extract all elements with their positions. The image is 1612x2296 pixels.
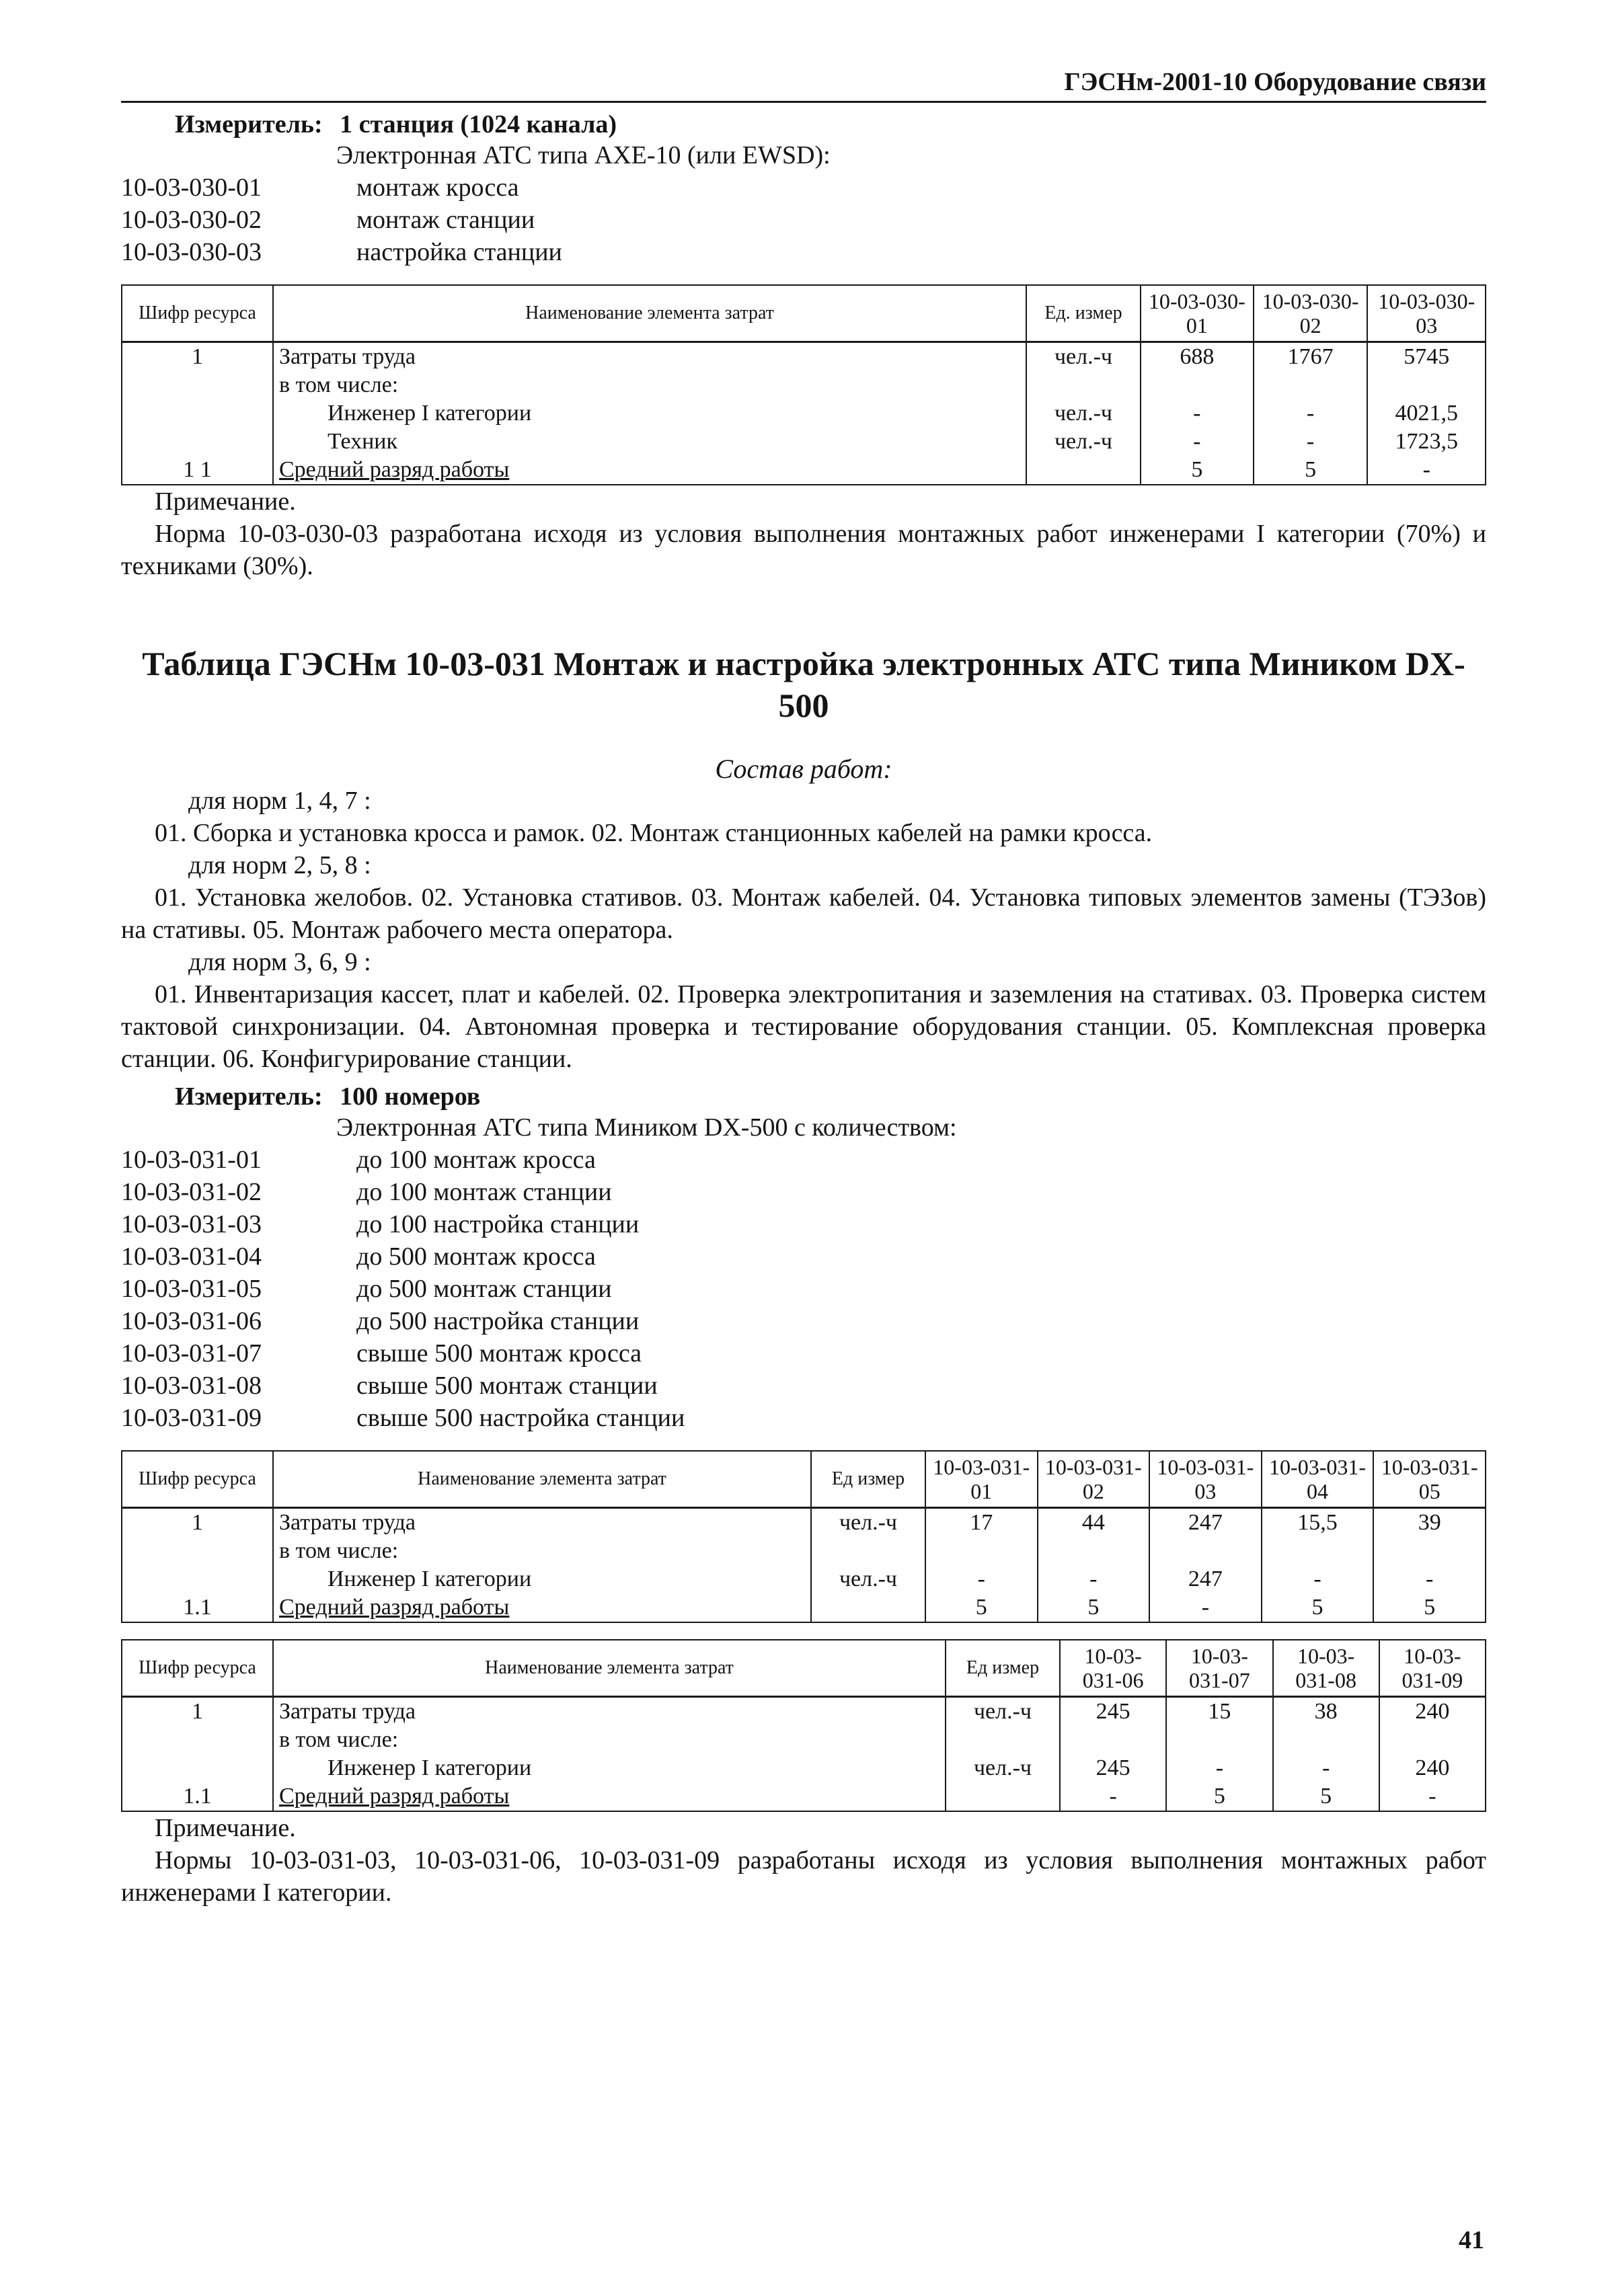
cell-name: в том числе:	[273, 1726, 946, 1754]
header-resource-code: Шифр ресурса	[122, 1640, 273, 1697]
cell-code	[122, 1537, 273, 1565]
cell-value	[925, 1537, 1038, 1565]
cell-value: 247	[1149, 1565, 1262, 1593]
cell-value: 5	[1254, 456, 1368, 485]
table-row	[122, 1726, 1486, 1754]
cell-name: Средний разряд работы	[273, 1593, 811, 1622]
header-norm-col: 10-03-031-04	[1262, 1451, 1374, 1508]
code-row	[121, 1240, 1486, 1273]
cell-value: 1767	[1254, 342, 1368, 372]
cell-value: -	[1367, 456, 1486, 485]
cell-value: -	[1038, 1565, 1150, 1593]
cell-code: 1	[122, 1697, 273, 1727]
norm-code: 10-03-031-05	[121, 1275, 262, 1303]
cell-name: в том числе:	[273, 1537, 811, 1565]
cell-unit	[1026, 371, 1141, 399]
cell-value: 688	[1141, 342, 1254, 372]
cell-value: -	[1373, 1565, 1486, 1593]
cell-name: в том числе:	[273, 371, 1026, 399]
cell-value: 1723,5	[1367, 428, 1486, 456]
cell-unit: чел.-ч	[1026, 342, 1141, 372]
cell-unit: чел.-ч	[1026, 399, 1141, 428]
header-unit: Ед. измер	[1026, 285, 1141, 342]
cell-value: 245	[1060, 1754, 1166, 1782]
norm-code: 10-03-031-03	[121, 1210, 262, 1238]
cell-unit	[946, 1782, 1060, 1811]
meter-line-1	[175, 110, 1486, 139]
cell-unit: чел.-ч	[811, 1565, 925, 1593]
cell-value: 38	[1273, 1697, 1379, 1727]
cell-name: Затраты труда	[273, 1697, 946, 1727]
work-composition-heading: Состав работ:	[715, 754, 892, 784]
table-row	[122, 1593, 1486, 1622]
meter-value: 100 номеров	[340, 1082, 481, 1111]
norm-table-031-a	[121, 1450, 1486, 1623]
cell-code: 1	[122, 1508, 273, 1538]
running-header: ГЭСНм-2001-10 Оборудование связи	[121, 67, 1486, 103]
document-page	[121, 67, 1486, 1909]
norm-code: 10-03-030-01	[121, 173, 262, 202]
header-resource-code: Шифр ресурса	[122, 285, 273, 342]
cell-value	[1038, 1537, 1150, 1565]
table-header-row	[122, 1451, 1486, 1508]
norm-code: 10-03-030-03	[121, 238, 262, 266]
norm-desc: до 100 настройка станции	[356, 1210, 640, 1238]
norm-desc: до 100 монтаж кросса	[356, 1146, 596, 1174]
cell-value	[1273, 1726, 1379, 1754]
table-header-row	[122, 285, 1486, 342]
table-row	[122, 1754, 1486, 1782]
norm-group-text: 01. Сборка и установка кросса и рамок. 02. Монтаж станционных кабелей на рамки кросса.	[155, 819, 1153, 847]
cell-name: Средний разряд работы	[273, 456, 1026, 485]
header-cost-element: Наименование элемента затрат	[273, 1451, 811, 1508]
header-cost-element: Наименование элемента затрат	[273, 285, 1026, 342]
header-resource-code: Шифр ресурса	[122, 1451, 273, 1508]
cell-name: Затраты труда	[273, 1508, 811, 1538]
meter-label: Измеритель:	[175, 110, 323, 138]
table-row	[122, 456, 1486, 485]
code-row	[121, 1305, 1486, 1337]
cell-code	[122, 428, 273, 456]
cell-value: 5	[1038, 1593, 1150, 1622]
header-norm-col: 10-03-031-02	[1038, 1451, 1150, 1508]
code-row	[121, 1176, 1486, 1208]
meter-value: 1 станция (1024 канала)	[340, 110, 617, 138]
norm-group-label: для норм 2, 5, 8 :	[188, 851, 371, 879]
cell-value: 247	[1149, 1508, 1262, 1538]
cell-code: 1.1	[122, 1782, 273, 1811]
code-row	[121, 1208, 1486, 1240]
table-row	[122, 1508, 1486, 1538]
cell-code	[122, 1754, 273, 1782]
cell-value	[1141, 371, 1254, 399]
page-number: 41	[1459, 2226, 1484, 2254]
note-label-2: Примечание.	[155, 1814, 296, 1842]
cell-value: -	[1166, 1754, 1272, 1782]
cell-value: -	[1254, 428, 1368, 456]
norm-code: 10-03-031-08	[121, 1372, 262, 1400]
cell-unit	[946, 1726, 1060, 1754]
cell-value	[1262, 1537, 1374, 1565]
table-header-row	[122, 1640, 1486, 1697]
code-row	[121, 1144, 1486, 1176]
norm-desc: монтаж кросса	[356, 173, 519, 202]
header-norm-col: 10-03-031-08	[1273, 1640, 1379, 1697]
cell-value: 17	[925, 1508, 1038, 1538]
norm-group-label: для норм 3, 6, 9 :	[188, 948, 371, 976]
cell-value: 240	[1379, 1697, 1486, 1727]
header-cost-element: Наименование элемента затрат	[273, 1640, 946, 1697]
cell-value: -	[1149, 1593, 1262, 1622]
norm-code: 10-03-030-02	[121, 206, 262, 234]
norm-code: 10-03-031-01	[121, 1146, 262, 1174]
cell-value	[1149, 1537, 1262, 1565]
cell-value	[1379, 1726, 1486, 1754]
section-title: Таблица ГЭСНм 10-03-031 Монтаж и настройка электронных АТС типа Миником DX-500	[142, 645, 1465, 724]
table-row	[122, 1565, 1486, 1593]
cell-value: -	[925, 1565, 1038, 1593]
cell-unit: чел.-ч	[946, 1754, 1060, 1782]
norm-table-031-b	[121, 1639, 1486, 1812]
cell-value: 5745	[1367, 342, 1486, 372]
intro-2: Электронная АТС типа Миником DX-500 с количеством:	[336, 1113, 957, 1142]
norm-group-text: 01. Инвентаризация кассет, плат и кабелей. 02. Проверка электропитания и заземления на стативах. 03. Проверка систем тактовой синхронизации. 04. Автономная проверка и тестирование оборудования станции. 05. Комплексная проверка станции. 06. Конфигурирование станции.	[121, 980, 1486, 1073]
cell-value: 5	[1262, 1593, 1374, 1622]
code-row	[121, 171, 1486, 204]
cell-value: 5	[1273, 1782, 1379, 1811]
norm-desc: монтаж станции	[356, 206, 535, 234]
norm-desc: свыше 500 монтаж станции	[356, 1372, 658, 1400]
cell-code	[122, 399, 273, 428]
cell-value: 15	[1166, 1697, 1272, 1727]
cell-code	[122, 371, 273, 399]
code-row	[121, 1402, 1486, 1434]
cell-value: 5	[925, 1593, 1038, 1622]
table-row	[122, 1782, 1486, 1811]
cell-name: Затраты труда	[273, 342, 1026, 372]
norm-code: 10-03-031-02	[121, 1178, 262, 1206]
norm-group-text: 01. Установка желобов. 02. Установка стативов. 03. Монтаж кабелей. 04. Установка типовых элементов замены (ТЭЗов) на стативы. 05. Монтаж рабочего места оператора.	[121, 883, 1486, 944]
cell-value: 5	[1373, 1593, 1486, 1622]
cell-value: 245	[1060, 1697, 1166, 1727]
cell-value: -	[1262, 1565, 1374, 1593]
header-norm-col: 10-03-030-02	[1254, 285, 1368, 342]
header-norm-col: 10-03-031-06	[1060, 1640, 1166, 1697]
norm-desc: свыше 500 настройка станции	[356, 1404, 685, 1432]
table-row	[122, 1537, 1486, 1565]
cell-name: Инженер I категории	[273, 1754, 946, 1782]
cell-value: -	[1273, 1754, 1379, 1782]
note-text-1: Норма 10-03-030-03 разработана исходя из условия выполнения монтажных работ инженерами I категории (70%) и техниками (30%).	[121, 520, 1486, 580]
cell-unit: чел.-ч	[1026, 428, 1141, 456]
header-unit: Ед измер	[811, 1451, 925, 1508]
cell-value	[1060, 1726, 1166, 1754]
norm-code: 10-03-031-07	[121, 1339, 262, 1368]
norm-desc: до 500 монтаж станции	[356, 1275, 612, 1303]
norm-table-030	[121, 284, 1486, 485]
norm-code: 10-03-031-06	[121, 1307, 262, 1335]
norm-code: 10-03-031-09	[121, 1404, 262, 1432]
cell-name: Инженер I категории	[273, 399, 1026, 428]
header-norm-col: 10-03-031-03	[1149, 1451, 1262, 1508]
code-row	[121, 204, 1486, 236]
meter-label: Измеритель:	[175, 1082, 323, 1111]
header-norm-col: 10-03-031-09	[1379, 1640, 1486, 1697]
cell-value	[1373, 1537, 1486, 1565]
cell-value: -	[1141, 428, 1254, 456]
norm-desc: настройка станции	[356, 238, 562, 266]
header-norm-col: 10-03-030-01	[1141, 285, 1254, 342]
cell-name: Инженер I категории	[273, 1565, 811, 1593]
note-label-1: Примечание.	[155, 487, 296, 516]
cell-unit: чел.-ч	[811, 1508, 925, 1538]
cell-code: 1 1	[122, 456, 273, 485]
cell-name: Средний разряд работы	[273, 1782, 946, 1811]
cell-value: -	[1379, 1782, 1486, 1811]
cell-value: -	[1254, 399, 1368, 428]
table-row	[122, 371, 1486, 399]
norm-desc: до 500 настройка станции	[356, 1307, 640, 1335]
cell-value: -	[1060, 1782, 1166, 1811]
cell-value: 240	[1379, 1754, 1486, 1782]
cell-value: 5	[1166, 1782, 1272, 1811]
header-norm-col: 10-03-031-07	[1166, 1640, 1272, 1697]
table-row	[122, 1697, 1486, 1727]
table-row	[122, 428, 1486, 456]
table-row	[122, 342, 1486, 372]
cell-code	[122, 1565, 273, 1593]
cell-unit	[811, 1593, 925, 1622]
cell-value: 4021,5	[1367, 399, 1486, 428]
code-row	[121, 1370, 1486, 1402]
cell-value	[1166, 1726, 1272, 1754]
cell-value	[1254, 371, 1368, 399]
meter-line-2	[175, 1082, 1486, 1111]
cell-value: 5	[1141, 456, 1254, 485]
code-list-1	[121, 171, 1486, 268]
cell-value: -	[1141, 399, 1254, 428]
cell-value: 39	[1373, 1508, 1486, 1538]
code-row	[121, 1337, 1486, 1370]
table-row	[122, 399, 1486, 428]
norm-group-label: для норм 1, 4, 7 :	[188, 787, 371, 815]
norm-desc: до 100 монтаж станции	[356, 1178, 612, 1206]
norm-code: 10-03-031-04	[121, 1242, 262, 1271]
note-text-2: Нормы 10-03-031-03, 10-03-031-06, 10-03-031-09 разработаны исходя из условия выполнения монтажных работ инженерами I категории.	[121, 1846, 1486, 1907]
cell-value: 15,5	[1262, 1508, 1374, 1538]
cell-value	[1367, 371, 1486, 399]
header-unit: Ед измер	[946, 1640, 1060, 1697]
cell-unit	[1026, 456, 1141, 485]
header-norm-col: 10-03-030-03	[1367, 285, 1486, 342]
cell-unit: чел.-ч	[946, 1697, 1060, 1727]
header-norm-col: 10-03-031-01	[925, 1451, 1038, 1508]
cell-code: 1.1	[122, 1593, 273, 1622]
cell-value: 44	[1038, 1508, 1150, 1538]
code-row	[121, 1273, 1486, 1305]
code-row	[121, 236, 1486, 268]
cell-code: 1	[122, 342, 273, 372]
cell-name: Техник	[273, 428, 1026, 456]
intro-1: Электронная АТС типа АХЕ-10 (или EWSD):	[336, 141, 831, 169]
norm-desc: свыше 500 монтаж кросса	[356, 1339, 642, 1368]
cell-code	[122, 1726, 273, 1754]
cell-unit	[811, 1537, 925, 1565]
code-list-2	[121, 1144, 1486, 1434]
header-norm-col: 10-03-031-05	[1373, 1451, 1486, 1508]
norm-desc: до 500 монтаж кросса	[356, 1242, 596, 1271]
